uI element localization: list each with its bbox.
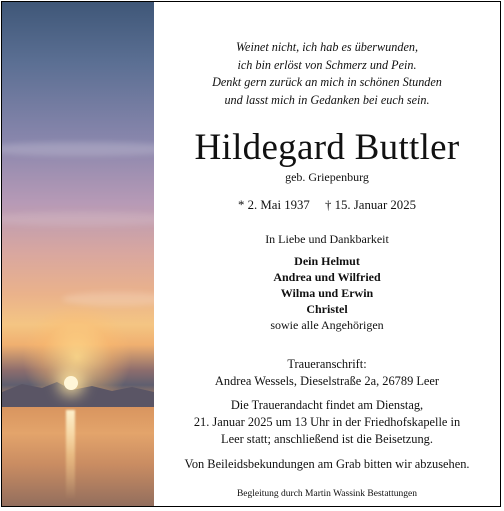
sun [64, 376, 78, 390]
deceased-name: Hildegard Buttler [194, 127, 460, 169]
service-info [154, 397, 500, 448]
service-line: Leer statt; anschließend ist die Beisetzung. [221, 432, 433, 447]
undertaker-credit: Begleitung durch Martin Wassink Bestattungen [236, 489, 418, 500]
obituary-notice [1, 1, 501, 507]
sunset-photo [2, 2, 154, 506]
maiden-name: geb. Griepenburg [285, 170, 369, 185]
poem-line: Denkt gern zurück an mich in schönen Stunden [212, 75, 442, 90]
poem-line: ich bin erlöst von Schmerz und Pein. [237, 57, 417, 72]
death-date: † 15. Januar 2025 [325, 198, 416, 213]
condolence-note: Von Beileidsbekundungen am Grab bitten wir abzusehen. [184, 457, 470, 472]
birth-date: * 2. Mai 1937 [238, 198, 310, 213]
life-dates [154, 197, 500, 213]
poem [154, 39, 500, 109]
mourner-name: Wilma und Erwin [280, 286, 374, 301]
service-line: Die Trauerandacht findet am Dienstag, [230, 398, 424, 413]
cloud [2, 142, 154, 156]
sun-reflection [66, 410, 75, 500]
poem-line: und lasst mich in Gedanken bei euch sein. [224, 92, 430, 107]
address-line: Andrea Wessels, Dieselstraße 2a, 26789 Leer [214, 374, 440, 389]
poem-line: Weinet nicht, ich hab es überwunden, [236, 40, 418, 54]
notice-text [154, 2, 500, 506]
mourners-intro: In Liebe und Dankbarkeit [265, 232, 389, 247]
mourner-name: Dein Helmut [294, 254, 360, 269]
mourner-name: Christel [306, 302, 348, 317]
cloud [2, 212, 154, 226]
address-label: Traueranschrift: [287, 357, 367, 372]
mourning-address [154, 356, 500, 390]
water [2, 407, 154, 506]
service-line: 21. Januar 2025 um 13 Uhr in der Friedhofskapelle in [193, 415, 461, 430]
other-relatives: sowie alle Angehörigen [270, 318, 384, 333]
mourner-name: Andrea und Wilfried [273, 270, 381, 285]
